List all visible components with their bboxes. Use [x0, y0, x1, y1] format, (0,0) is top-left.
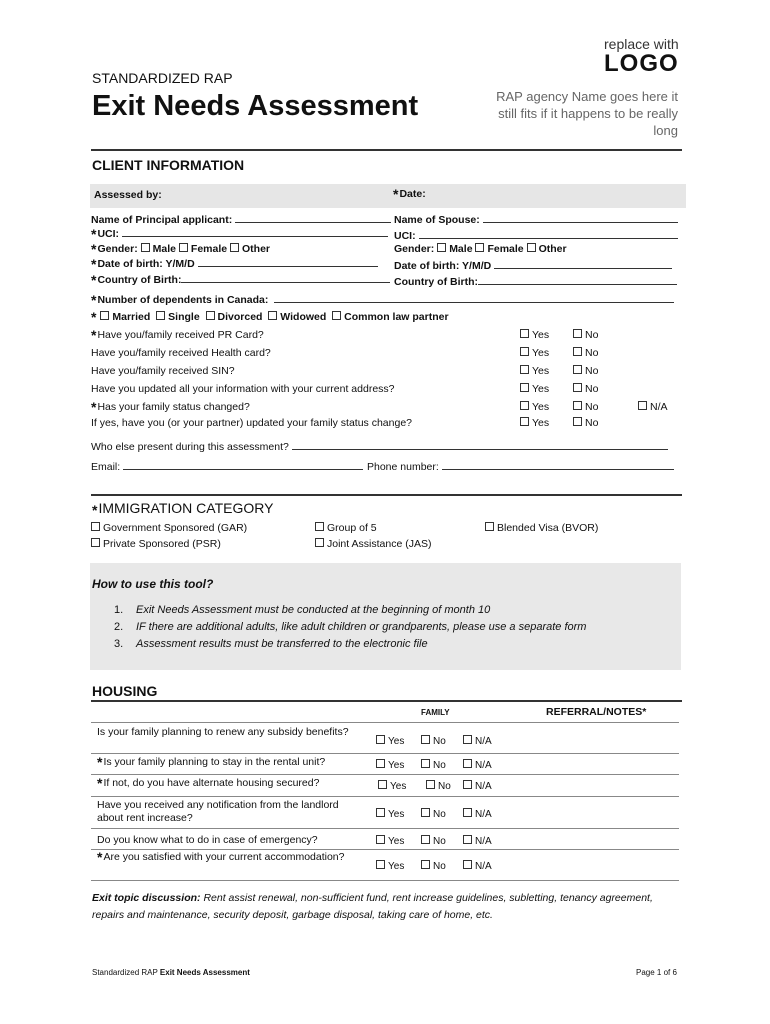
pr-no-checkbox[interactable]: No [573, 329, 598, 341]
gender2-other-checkbox[interactable]: Other [527, 243, 567, 255]
dependents-label: Number of dependents in Canada: [97, 294, 269, 306]
exit-topic-discussion [92, 890, 682, 924]
agency-name: RAP agency Name goes here it still fits if it happens to be really long [496, 89, 678, 138]
gender2-male-checkbox[interactable]: Male [437, 243, 472, 255]
subsidy-no-checkbox[interactable]: No [421, 735, 446, 747]
who-else-label: Who else present during this assessment? [91, 441, 289, 453]
uci-field[interactable]: *UCI: [91, 226, 388, 242]
housing-q-satisfied: *Are you satisfied with your current accommodation? [97, 849, 345, 865]
how-to-item: 2. IF there are additional adults, like adult children or grandparents, please use a separate form [114, 621, 587, 633]
health-no-checkbox[interactable]: No [573, 347, 598, 359]
row-divider [91, 722, 679, 723]
client-heading: CLIENT INFORMATION [92, 157, 245, 173]
emergency-yes-checkbox[interactable]: Yes [376, 835, 404, 847]
logo: LOGO [604, 50, 679, 77]
country-label: Country of Birth: [97, 274, 182, 286]
status-update-question: If yes, have you (or your partner) updated your family status change? [91, 417, 413, 429]
divorced-checkbox[interactable]: Divorced [206, 311, 263, 323]
row-divider [91, 828, 679, 829]
health-card-question: Have you/family received Health card? [91, 347, 271, 359]
sin-no-checkbox[interactable]: No [573, 365, 598, 377]
marital-status: * Married Single Divorced Widowed Common law partner [91, 309, 449, 325]
gender-male-checkbox[interactable]: Male [141, 243, 176, 255]
jas-checkbox[interactable]: Joint Assistance (JAS) [315, 538, 431, 550]
email-field[interactable] [91, 459, 363, 473]
dob-label: Date of birth: Y/M/D [97, 258, 195, 270]
notification-na-checkbox[interactable]: N/A [463, 808, 492, 820]
how-to-heading: How to use this tool? [92, 577, 214, 591]
row-divider [91, 796, 679, 797]
alternate-no-checkbox[interactable]: No [426, 780, 451, 792]
spouse-label: Name of Spouse: [394, 214, 480, 226]
stay-no-checkbox[interactable]: No [421, 759, 446, 771]
alternate-na-checkbox[interactable]: N/A [463, 780, 492, 792]
stay-na-checkbox[interactable]: N/A [463, 759, 492, 771]
satisfied-na-checkbox[interactable]: N/A [463, 860, 492, 872]
logo-caption: replace with [604, 36, 679, 52]
sin-yes-checkbox[interactable]: Yes [520, 365, 549, 377]
housing-q-notification: Have you received any notification from the landlord about rent increase? [97, 799, 339, 824]
satisfied-no-checkbox[interactable]: No [421, 860, 446, 872]
pr-yes-checkbox[interactable]: Yes [520, 329, 549, 341]
uci-label: UCI: [97, 228, 120, 240]
notes-column-header: REFERRAL/NOTES* [546, 706, 647, 718]
uci2-label: UCI: [394, 230, 416, 242]
status-no-checkbox[interactable]: No [573, 401, 598, 413]
phone-label: Phone number: [367, 461, 439, 473]
immigration-heading: *IMMIGRATION CATEGORY [92, 500, 274, 518]
dependents-field[interactable]: *Number of dependents in Canada: [91, 292, 674, 308]
dob-field[interactable]: *Date of birth: Y/M/D [91, 256, 378, 272]
status-question: *Has your family status changed? [91, 399, 250, 415]
date-label: Date: [399, 188, 426, 200]
gar-checkbox[interactable]: Government Sponsored (GAR) [91, 522, 247, 534]
gender-female-checkbox[interactable]: Female [179, 243, 227, 255]
uci2-field[interactable] [394, 228, 678, 242]
phone-field[interactable] [367, 459, 674, 473]
how-to-item: 3. Assessment results must be transferred to the electronic file [114, 638, 428, 650]
footer-title: Standardized RAP Exit Needs Assessment [92, 968, 250, 977]
gender2-field [394, 243, 567, 255]
housing-q-alternate: *If not, do you have alternate housing secured? [97, 775, 320, 791]
exit-topic-label: Exit topic discussion: [92, 892, 201, 904]
spouse-field[interactable] [394, 212, 678, 226]
status-na-checkbox[interactable]: N/A [638, 401, 668, 413]
gender-label: Gender: [97, 243, 138, 255]
married-checkbox[interactable]: Married [100, 311, 150, 323]
address-question: Have you updated all your information with your current address? [91, 383, 395, 395]
country2-label: Country of Birth: [394, 276, 478, 288]
assessed-bar [90, 184, 686, 208]
emergency-na-checkbox[interactable]: N/A [463, 835, 492, 847]
address-no-checkbox[interactable]: No [573, 383, 598, 395]
dob2-field[interactable] [394, 258, 672, 272]
date-field[interactable]: *Date: [393, 186, 426, 202]
gender2-label: Gender: [394, 243, 435, 255]
principal-field[interactable] [91, 212, 391, 226]
gender-other-checkbox[interactable]: Other [230, 243, 270, 255]
common-law-checkbox[interactable]: Common law partner [332, 311, 448, 323]
principal-label: Name of Principal applicant: [91, 214, 233, 226]
notification-no-checkbox[interactable]: No [421, 808, 446, 820]
assessed-by-label: Assessed by: [94, 189, 162, 201]
page-number: Page 1 of 6 [636, 968, 677, 977]
housing-q-emergency: Do you know what to do in case of emergency? [97, 834, 318, 846]
gender2-female-checkbox[interactable]: Female [475, 243, 523, 255]
country2-field[interactable] [394, 274, 677, 288]
row-divider [91, 753, 679, 754]
single-checkbox[interactable]: Single [156, 311, 200, 323]
sin-question: Have you/family received SIN? [91, 365, 235, 377]
who-else-field[interactable] [91, 439, 668, 453]
family-column-header: FAMILY [421, 708, 450, 717]
country-field[interactable]: *Country of Birth: [91, 272, 390, 288]
pr-card-question: *Have you/family received PR Card? [91, 327, 264, 343]
emergency-no-checkbox[interactable]: No [421, 835, 446, 847]
row-divider [91, 880, 679, 881]
status-update-no-checkbox[interactable]: No [573, 417, 598, 429]
address-yes-checkbox[interactable]: Yes [520, 383, 549, 395]
bvor-checkbox[interactable]: Blended Visa (BVOR) [485, 522, 598, 534]
subsidy-na-checkbox[interactable]: N/A [463, 735, 492, 747]
subsidy-yes-checkbox[interactable]: Yes [376, 735, 404, 747]
group5-checkbox[interactable]: Group of 5 [315, 522, 377, 534]
notification-yes-checkbox[interactable]: Yes [376, 808, 404, 820]
housing-heading: HOUSING [92, 683, 158, 699]
how-to-item: 1. Exit Needs Assessment must be conducted at the beginning of month 10 [114, 604, 491, 616]
alternate-yes-checkbox[interactable]: Yes [378, 780, 406, 792]
status-yes-checkbox[interactable]: Yes [520, 401, 549, 413]
row-divider [91, 849, 679, 850]
housing-q-subsidy: Is your family planning to renew any subsidy benefits? [97, 726, 349, 738]
dob2-label: Date of birth: Y/M/D [394, 260, 492, 272]
health-yes-checkbox[interactable]: Yes [520, 347, 549, 359]
housing-q-stay: *Is your family planning to stay in the rental unit? [97, 754, 326, 770]
row-divider [91, 774, 679, 775]
stay-yes-checkbox[interactable]: Yes [376, 759, 404, 771]
program-name: STANDARDIZED RAP [92, 70, 233, 86]
exit-topic-text: Rent assist renewal, non-sufficient fund, rent increase guidelines, subletting, tenancy agreement, repairs and maintenance, security deposit, garbage disposal, taking care of home, etc. [92, 892, 653, 921]
client-divider [91, 494, 682, 496]
satisfied-yes-checkbox[interactable]: Yes [376, 860, 404, 872]
page-title: Exit Needs Assessment [92, 90, 419, 122]
housing-divider [91, 700, 682, 702]
email-label: Email: [91, 461, 121, 473]
gender-field: *Gender: Male Female Other [91, 241, 271, 257]
widowed-checkbox[interactable]: Widowed [268, 311, 326, 323]
header-divider [91, 149, 682, 151]
psr-checkbox[interactable]: Private Sponsored (PSR) [91, 538, 221, 550]
status-update-yes-checkbox[interactable]: Yes [520, 417, 549, 429]
